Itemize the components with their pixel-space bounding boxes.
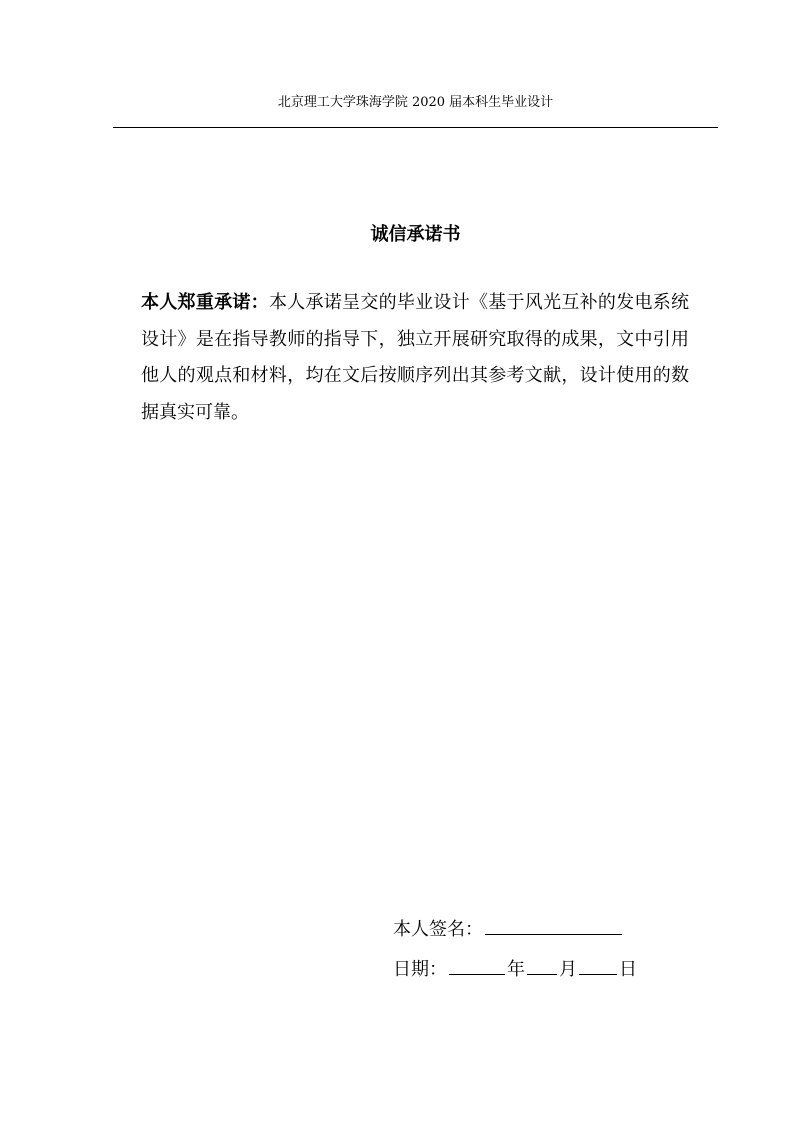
- header-divider: [113, 127, 718, 128]
- commitment-statement: [141, 285, 689, 431]
- statement-lead: 本人郑重承诺：: [141, 292, 269, 313]
- month-label: 月: [559, 959, 577, 980]
- signature-row: [393, 912, 624, 942]
- day-label: 日: [619, 959, 637, 980]
- statement-body: 本人承诺呈交的毕业设计《基于风光互补的发电系统设计》是在指导教师的指导下，独立开展研究取得的成果，文中引用他人的观点和材料，均在文后按顺序列出其参考文献，设计使用的数据真实可靠。: [141, 292, 690, 423]
- year-blank[interactable]: [449, 952, 505, 975]
- document-title: 诚信承诺书: [370, 224, 461, 245]
- day-blank[interactable]: [579, 952, 617, 975]
- page-header: 北京理工大学珠海学院 2020 届本科生毕业设计: [277, 95, 554, 110]
- signature-label: 本人签名：: [393, 919, 483, 940]
- year-label: 年: [507, 959, 525, 980]
- date-label: 日期：: [393, 959, 447, 980]
- date-row: [393, 952, 637, 982]
- signature-blank[interactable]: [485, 912, 622, 935]
- month-blank[interactable]: [527, 952, 557, 975]
